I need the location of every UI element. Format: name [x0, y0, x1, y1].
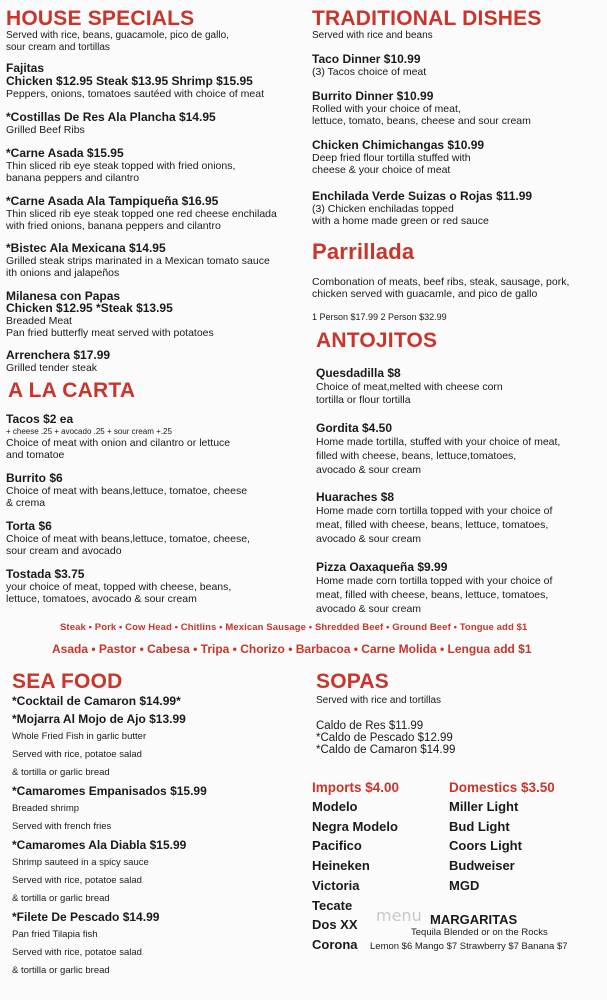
margaritas-title: MARGARITAS	[430, 912, 518, 927]
pizza-desc-1: Home made corn tortilla topped with your choice of	[316, 575, 553, 587]
fajitas-desc: Peppers, onions, tomatoes sautéed with choice of meat	[6, 88, 264, 100]
gordita-desc-1: Home made tortilla, stuffed with your choice of meat,	[316, 436, 561, 448]
domestics-title: Domestics $3.50	[449, 780, 555, 795]
enchilada-name: Enchilada Verde Suizas o Rojas $11.99	[312, 189, 533, 203]
parrillada-desc-2: chicken served with guacamle, and pico de gallo	[312, 288, 538, 300]
chimichangas-name: Chicken Chimichangas $10.99	[312, 138, 485, 152]
huaraches-name: Huaraches $8	[316, 490, 395, 504]
filete-name: *Filete De Pescado $14.99	[12, 910, 160, 924]
quesadilla-name: Quesdadilla $8	[316, 366, 401, 380]
parrillada-title: Parrillada	[312, 239, 415, 264]
tacos-name: Tacos $2 ea	[6, 412, 74, 426]
milanesa-desc-1: Breaded Meat	[6, 315, 72, 327]
mojarra-desc-3: & tortilla or garlic bread	[12, 767, 110, 778]
tampiquena-name: *Carne Asada Ala Tampiqueña $16.95	[6, 194, 219, 208]
antojitos-title: ANTOJITOS	[316, 329, 438, 352]
carne-asada-desc-1: Thin sliced rib eye steak topped with fried onions,	[6, 160, 236, 172]
a-la-carta-title: A LA CARTA	[8, 379, 136, 402]
diabla-desc-2: Served with rice, potatoe salad	[12, 875, 142, 886]
import-beer: Heineken	[312, 858, 370, 874]
tampiquena-desc-2: with fried onions, banana peppers and cilantro	[6, 220, 221, 232]
arrenchera-name: Arrenchera $17.99	[6, 348, 111, 362]
caldo-pescado: *Caldo de Pescado $12.99	[316, 732, 453, 744]
quesadilla-desc-1: Choice of meat,melted with cheese corn	[316, 381, 503, 393]
house-specials-title: HOUSE SPECIALS	[6, 7, 195, 30]
pizza-desc-3: avocado & sour cream	[316, 603, 422, 615]
tampiquena-desc-1: Thin sliced rib eye steak topped one red cheese enchilada	[6, 208, 277, 220]
pizza-desc-2: meat, filled with cheese, beans, lettuce, tomatoes,	[316, 589, 549, 601]
milanesa-prices: Chicken $12.95 *Steak $13.95	[6, 301, 173, 315]
import-beer: Dos XX	[312, 917, 358, 933]
tacos-desc-1: Choice of meat with onion and cilantro or lettuce	[6, 437, 231, 449]
mojarra-desc-2: Served with rice, potatoe salad	[12, 749, 142, 760]
fajitas-prices: Chicken $12.95 Steak $13.95 Shrimp $15.95	[6, 74, 253, 88]
import-beer: Modelo	[312, 799, 358, 814]
gordita-name: Gordita $4.50	[316, 421, 393, 435]
import-beer: Corona	[312, 936, 358, 952]
huaraches-desc-1: Home made corn tortilla topped with your choice of	[316, 505, 553, 517]
imports-title: Imports $4.00	[312, 780, 400, 795]
tacos-desc-2: and tomatoe	[6, 449, 65, 461]
costillas-name: *Costillas De Res Ala Plancha $14.95	[6, 110, 216, 124]
mojarra-desc-1: Whole Fried Fish in garlic butter	[12, 731, 147, 742]
empanisados-name: *Camaromes Empanisados $15.99	[12, 784, 207, 798]
sopas-subtitle: Served with rice and tortillas	[316, 695, 442, 706]
domestic-beer: Miller Light	[449, 799, 519, 814]
import-beer: Victoria	[312, 877, 360, 893]
sopas-title: SOPAS	[316, 670, 389, 693]
taco-dinner-desc: (3) Tacos choice of meat	[312, 66, 427, 78]
pizza-name: Pizza Oaxaqueña $9.99	[316, 560, 448, 574]
burrito-dinner-name: Burrito Dinner $10.99	[312, 89, 434, 103]
gordita-desc-2: filled with cheese, beans, lettuce,tomatoes,	[316, 450, 517, 462]
meat-choices-english: Steak • Pork • Cow Head • Chitlins • Mexican Sausage • Shredded Beef • Ground Beef • Tongue add $1	[60, 622, 528, 633]
empanisados-desc-1: Breaded shrimp	[12, 803, 80, 814]
bistec-name: *Bistec Ala Mexicana $14.95	[6, 241, 166, 255]
bistec-desc-1: Grilled steak strips marinated in a Mexican tomato sauce	[6, 255, 270, 267]
torta-name: Torta $6	[6, 519, 52, 533]
diabla-desc-3: & tortilla or garlic bread	[12, 893, 110, 904]
chimichangas-desc-1: Deep fried flour tortilla stuffed with	[312, 152, 471, 164]
domestic-beer: Coors Light	[449, 838, 522, 854]
costillas-desc: Grilled Beef Ribs	[6, 124, 85, 136]
sea-food-title: SEA FOOD	[12, 670, 123, 693]
margaritas-flavors: Lemon $6 Mango $7 Strawberry $7 Banana $7	[370, 941, 568, 952]
filete-desc-1: Pan fried Tilapia fish	[12, 929, 98, 940]
caldo-res: Caldo de Res $11.99	[316, 720, 424, 732]
huaraches-desc-3: avocado & sour cream	[316, 533, 422, 545]
meat-choices-spanish: Asada • Pastor • Cabesa • Tripa • Chorizo • Barbacoa • Carne Molida • Lengua add $1	[52, 642, 532, 656]
parrillada-desc-1: Combonation of meats, beef ribs, steak, sausage, pork,	[312, 276, 570, 288]
burrito-desc-2: & crema	[6, 497, 46, 509]
burrito-name: Burrito $6	[6, 471, 63, 485]
watermark-text: menu	[376, 906, 422, 925]
house-specials-subtitle: Served with rice, beans, guacamole, pico de gallo,	[6, 30, 229, 41]
huaraches-desc-2: meat, filled with cheese, beans, lettuce, tomatoes,	[316, 519, 549, 531]
domestic-beer: Budweiser	[449, 858, 515, 874]
house-specials-subtitle-2: sour cream and tortillas	[6, 42, 110, 53]
tostada-desc-2: lettuce, tomatoes, avocado & sour cream	[6, 593, 197, 605]
filete-desc-2: Served with rice, potatoe salad	[12, 947, 142, 958]
diabla-name: *Camaromes Ala Diabla $15.99	[12, 838, 187, 852]
cocktail-name: *Cocktail de Camaron $14.99*	[12, 694, 181, 708]
burrito-dinner-desc-2: lettuce, tomato, beans, cheese and sour cream	[312, 115, 531, 127]
traditional-dishes-title: TRADITIONAL DISHES	[312, 7, 542, 30]
diabla-desc-1: Shrimp sauteed in a spicy sauce	[12, 857, 149, 868]
quesadilla-desc-2: tortilla or flour tortilla	[316, 394, 411, 406]
import-beer: Tecate	[312, 897, 353, 913]
import-beer: Negra Modelo	[312, 818, 398, 834]
domestics-list	[449, 797, 522, 896]
traditional-subtitle: Served with rice and beans	[312, 30, 433, 41]
milanesa-desc-2: Pan fried butterfly meat served with potatoes	[6, 327, 214, 339]
enchilada-desc-1: (3) Chicken enchiladas topped	[312, 203, 454, 215]
milanesa-name: Milanesa con Papas	[6, 289, 121, 303]
tostada-name: Tostada $3.75	[6, 567, 85, 581]
burrito-dinner-desc-1: Rolled with your choice of meat,	[312, 103, 461, 115]
carne-asada-name: *Carne Asada $15.95	[6, 146, 124, 160]
burrito-desc-1: Choice of meat with beans,lettuce, tomatoe, cheese	[6, 485, 248, 497]
sea-food-list	[12, 692, 302, 980]
torta-desc-2: sour cream and avocado	[6, 545, 122, 557]
caldo-camaron: *Caldo de Camaron $14.99	[316, 744, 456, 756]
margaritas-subtitle: Tequila Blended or on the Rocks	[411, 927, 548, 938]
empanisados-desc-2: Served with french fries	[12, 821, 112, 832]
gordita-desc-3: avocado & sour cream	[316, 464, 422, 476]
import-beer: Pacifico	[312, 838, 362, 854]
chimichangas-desc-2: cheese & your choice of meat	[312, 164, 451, 176]
tostada-desc-1: your choice of meat, topped with cheese, beans,	[6, 581, 232, 593]
domestic-beer: Bud Light	[449, 818, 510, 834]
bistec-desc-2: ith onions and jalapeños	[6, 267, 120, 279]
torta-desc-1: Choice of meat with beans,lettuce, tomatoe, cheese,	[6, 533, 250, 545]
enchilada-desc-2: with a home made green or red sauce	[312, 215, 489, 227]
filete-desc-3: & tortilla or garlic bread	[12, 965, 110, 976]
taco-dinner-name: Taco Dinner $10.99	[312, 52, 421, 66]
arrenchera-desc: Grilled tender steak	[6, 362, 98, 374]
tacos-extras: + cheese .25 + avocado .25 + sour cream +.25	[6, 427, 172, 436]
fajitas-name: Fajitas	[6, 61, 45, 75]
imports-list	[312, 797, 398, 955]
domestic-beer: MGD	[449, 877, 480, 893]
mojarra-name: *Mojarra Al Mojo de Ajo $13.99	[12, 712, 186, 726]
parrillada-prices: 1 Person $17.99 2 Person $32.99	[312, 312, 447, 322]
carne-asada-desc-2: banana peppers and cilantro	[6, 172, 140, 184]
